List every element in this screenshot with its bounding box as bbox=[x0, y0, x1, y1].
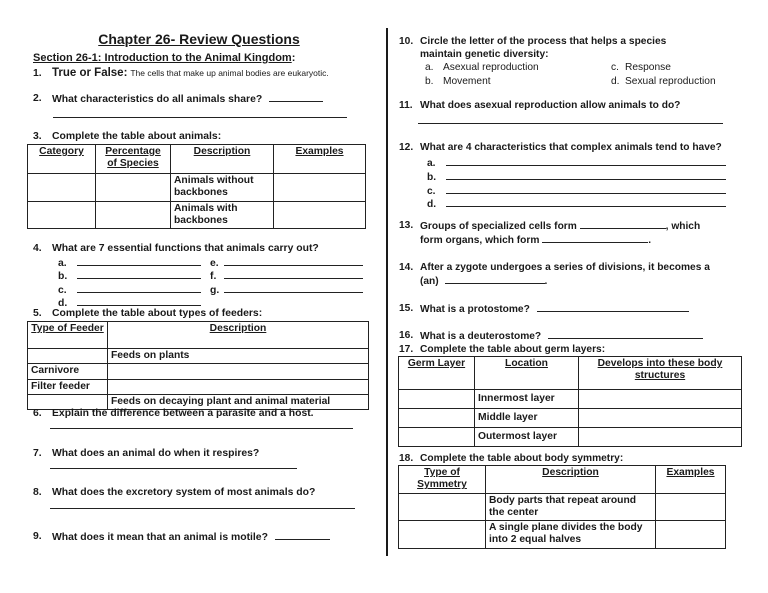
answer-blank bbox=[269, 92, 323, 102]
question-5 bbox=[33, 307, 397, 320]
question-10 bbox=[399, 35, 766, 61]
question-5-number: 5. bbox=[33, 308, 42, 319]
section-heading bbox=[33, 52, 295, 64]
letter-label: d. bbox=[427, 199, 437, 210]
answer-blank bbox=[224, 269, 363, 279]
answer-blank bbox=[224, 256, 363, 266]
table-cell bbox=[399, 428, 475, 447]
germ-layers-header: Develops into these body structures bbox=[579, 357, 742, 390]
question-8 bbox=[33, 486, 397, 499]
table-cell bbox=[28, 201, 96, 229]
question-7-text: What does an animal do when it respires? bbox=[52, 448, 260, 459]
option-letter: d. bbox=[611, 76, 620, 87]
question-10-text-line1: Circle the letter of the process that helps a species bbox=[420, 36, 667, 47]
question-14-text: . bbox=[544, 276, 548, 287]
question-7-number: 7. bbox=[33, 448, 42, 459]
answer-blank bbox=[77, 283, 201, 293]
question-12-row-a bbox=[427, 156, 726, 170]
option-text: Response bbox=[625, 62, 671, 73]
table-cell: Carnivore bbox=[28, 364, 108, 379]
question-14-number: 14. bbox=[399, 262, 414, 273]
question-6 bbox=[33, 407, 397, 420]
answer-blank bbox=[446, 156, 726, 166]
question-9 bbox=[33, 530, 397, 544]
table-cell: Outermost layer bbox=[475, 428, 579, 447]
body-symmetry-header: Description bbox=[486, 466, 656, 494]
question-8-number: 8. bbox=[33, 487, 42, 498]
question-12 bbox=[399, 141, 768, 154]
body-symmetry-header-row bbox=[399, 466, 726, 494]
question-14-line2 bbox=[420, 274, 768, 288]
question-4-row-b-f bbox=[58, 269, 363, 283]
table-cell bbox=[579, 409, 742, 428]
answer-line bbox=[418, 123, 723, 124]
question-15-text: What is a protostome? bbox=[420, 304, 530, 315]
table-cell bbox=[108, 379, 369, 394]
section-heading-text: Section 26-1: Introduction to the Animal Kingdom bbox=[33, 52, 292, 64]
question-9-text: What does it mean that an animal is motile? bbox=[52, 532, 268, 543]
table-cell: A single plane divides the body into 2 equal halves bbox=[486, 521, 656, 549]
question-4 bbox=[33, 242, 397, 255]
question-1 bbox=[33, 67, 392, 80]
table-cell bbox=[579, 390, 742, 409]
answer-blank bbox=[446, 170, 726, 180]
question-7 bbox=[33, 447, 397, 460]
body-symmetry-header: Type of Symmetry bbox=[399, 466, 486, 494]
answer-line bbox=[50, 428, 353, 429]
question-11 bbox=[399, 99, 766, 112]
feeders-table-header: Description bbox=[108, 322, 369, 349]
question-13-text: Groups of specialized cells form bbox=[420, 221, 577, 232]
question-18 bbox=[399, 452, 768, 465]
letter-label: a. bbox=[58, 258, 67, 269]
answer-line bbox=[50, 468, 297, 469]
answer-blank bbox=[77, 296, 201, 306]
option-b bbox=[425, 76, 491, 88]
question-3-text: Complete the table about animals: bbox=[52, 131, 222, 142]
question-12-row-b bbox=[427, 170, 726, 184]
page-title: Chapter 26- Review Questions bbox=[98, 31, 300, 47]
question-18-text: Complete the table about body symmetry: bbox=[420, 453, 624, 464]
letter-label: b. bbox=[427, 172, 437, 183]
question-14 bbox=[399, 261, 768, 288]
question-9-number: 9. bbox=[33, 531, 42, 542]
question-1-number: 1. bbox=[33, 68, 42, 79]
table-row bbox=[399, 521, 726, 549]
answer-blank bbox=[548, 329, 703, 339]
table-row bbox=[28, 379, 369, 394]
letter-label: d. bbox=[58, 298, 68, 309]
question-10-number: 10. bbox=[399, 36, 414, 47]
question-13-line1 bbox=[420, 219, 766, 233]
table-row bbox=[28, 201, 366, 229]
answer-line bbox=[50, 508, 355, 509]
option-c bbox=[611, 62, 671, 74]
table-cell bbox=[656, 493, 726, 521]
germ-layers-table bbox=[398, 356, 742, 447]
table-row bbox=[28, 349, 369, 364]
answer-blank bbox=[275, 530, 330, 540]
question-4-row-c-g bbox=[58, 283, 363, 297]
answer-blank bbox=[446, 197, 726, 207]
answer-blank bbox=[537, 302, 689, 312]
section-heading-colon: : bbox=[291, 52, 296, 64]
question-8-text: What does the excretory system of most animals do? bbox=[52, 487, 316, 498]
question-17-text: Complete the table about germ layers: bbox=[420, 344, 606, 355]
option-letter: b. bbox=[425, 76, 434, 87]
feeders-table-header: Type of Feeder bbox=[28, 322, 108, 349]
option-letter: c. bbox=[611, 62, 619, 73]
letter-label: e. bbox=[210, 258, 219, 269]
table-row bbox=[399, 493, 726, 521]
answer-line bbox=[53, 117, 347, 118]
animals-table-header: Description bbox=[171, 145, 274, 174]
letter-label: c. bbox=[427, 186, 436, 197]
question-12-row-d bbox=[427, 197, 726, 211]
option-text: Sexual reproduction bbox=[625, 76, 716, 87]
question-4-number: 4. bbox=[33, 243, 42, 254]
option-text: Movement bbox=[443, 76, 491, 87]
animals-table-header: Category bbox=[28, 145, 96, 174]
table-cell bbox=[399, 521, 486, 549]
table-cell: Filter feeder bbox=[28, 379, 108, 394]
germ-layers-header: Location bbox=[475, 357, 579, 390]
question-16 bbox=[399, 329, 768, 343]
table-row bbox=[399, 428, 742, 447]
question-16-number: 16. bbox=[399, 330, 414, 341]
question-16-text: What is a deuterostome? bbox=[420, 331, 542, 342]
option-d bbox=[611, 76, 716, 88]
table-cell bbox=[399, 390, 475, 409]
question-2-number: 2. bbox=[33, 93, 42, 104]
table-cell bbox=[579, 428, 742, 447]
question-10-text-line2: maintain genetic diversity: bbox=[420, 49, 549, 60]
answer-blank bbox=[77, 256, 201, 266]
question-13-text: , which bbox=[665, 221, 701, 232]
question-13-text: . bbox=[648, 235, 652, 246]
question-13-line2 bbox=[420, 233, 766, 247]
question-18-number: 18. bbox=[399, 453, 414, 464]
table-cell: Animals without backbones bbox=[171, 174, 274, 202]
table-cell: Animals with backbones bbox=[171, 201, 274, 229]
question-4-row-a-e bbox=[58, 256, 363, 270]
question-14-line1: After a zygote undergoes a series of divisions, it becomes a bbox=[420, 262, 710, 273]
question-17 bbox=[399, 343, 768, 356]
question-6-text: Explain the difference between a parasite and a host. bbox=[52, 408, 314, 419]
question-13-number: 13. bbox=[399, 220, 414, 231]
germ-layers-header: Germ Layer bbox=[399, 357, 475, 390]
question-13-text: form organs, which form bbox=[420, 235, 540, 246]
table-row bbox=[28, 174, 366, 202]
table-cell: Body parts that repeat around the center bbox=[486, 493, 656, 521]
animals-table-header: Examples bbox=[274, 145, 366, 174]
letter-label: b. bbox=[58, 271, 68, 282]
answer-blank bbox=[224, 283, 363, 293]
question-14-text: (an) bbox=[420, 276, 439, 287]
table-cell bbox=[28, 174, 96, 202]
body-symmetry-header: Examples bbox=[656, 466, 726, 494]
question-12-text: What are 4 characteristics that complex animals tend to have? bbox=[420, 142, 722, 153]
table-cell bbox=[274, 201, 366, 229]
table-row bbox=[399, 390, 742, 409]
question-1-statement: The cells that make up animal bodies are eukaryotic. bbox=[130, 68, 329, 78]
question-1-label: True or False: bbox=[52, 67, 128, 79]
question-15-number: 15. bbox=[399, 303, 414, 314]
table-cell bbox=[96, 174, 171, 202]
table-row bbox=[28, 364, 369, 379]
answer-blank bbox=[542, 233, 648, 243]
question-3-number: 3. bbox=[33, 131, 42, 142]
question-15 bbox=[399, 302, 768, 316]
option-letter: a. bbox=[425, 62, 434, 73]
answer-blank bbox=[580, 219, 666, 229]
question-4-text: What are 7 essential functions that animals carry out? bbox=[52, 243, 319, 254]
question-3 bbox=[33, 130, 397, 143]
letter-label: a. bbox=[427, 158, 436, 169]
table-cell: Feeds on decaying plant and animal material bbox=[108, 394, 369, 409]
question-5-text: Complete the table about types of feeders: bbox=[52, 308, 263, 319]
animals-table-header: Percentage of Species bbox=[96, 145, 171, 174]
question-13 bbox=[399, 219, 766, 247]
question-11-text: What does asexual reproduction allow animals to do? bbox=[420, 100, 681, 111]
table-cell bbox=[108, 364, 369, 379]
feeders-table-header-row bbox=[28, 322, 369, 349]
letter-label: f. bbox=[210, 271, 217, 282]
question-2-text: What characteristics do all animals share? bbox=[52, 94, 263, 105]
letter-label: c. bbox=[58, 285, 67, 296]
question-12-number: 12. bbox=[399, 142, 414, 153]
question-17-number: 17. bbox=[399, 344, 414, 355]
question-6-number: 6. bbox=[33, 408, 42, 419]
body-symmetry-table bbox=[398, 465, 726, 549]
table-cell bbox=[28, 349, 108, 364]
table-cell: Middle layer bbox=[475, 409, 579, 428]
answer-blank bbox=[77, 269, 201, 279]
table-cell bbox=[274, 174, 366, 202]
table-cell: Feeds on plants bbox=[108, 349, 369, 364]
table-cell bbox=[656, 521, 726, 549]
letter-label: g. bbox=[210, 285, 220, 296]
answer-blank bbox=[445, 274, 545, 284]
answer-blank bbox=[446, 184, 726, 194]
table-cell bbox=[96, 201, 171, 229]
table-row bbox=[399, 409, 742, 428]
question-11-number: 11. bbox=[399, 100, 413, 111]
animals-table-header-row bbox=[28, 145, 366, 174]
germ-layers-header-row bbox=[399, 357, 742, 390]
feeders-table bbox=[27, 321, 369, 410]
animals-table bbox=[27, 144, 366, 229]
question-2 bbox=[33, 92, 397, 106]
option-text: Asexual reproduction bbox=[443, 62, 539, 73]
table-cell: Innermost layer bbox=[475, 390, 579, 409]
question-12-row-c bbox=[427, 184, 726, 198]
option-a bbox=[425, 62, 539, 74]
table-cell bbox=[399, 493, 486, 521]
column-divider bbox=[386, 28, 388, 556]
table-cell bbox=[399, 409, 475, 428]
